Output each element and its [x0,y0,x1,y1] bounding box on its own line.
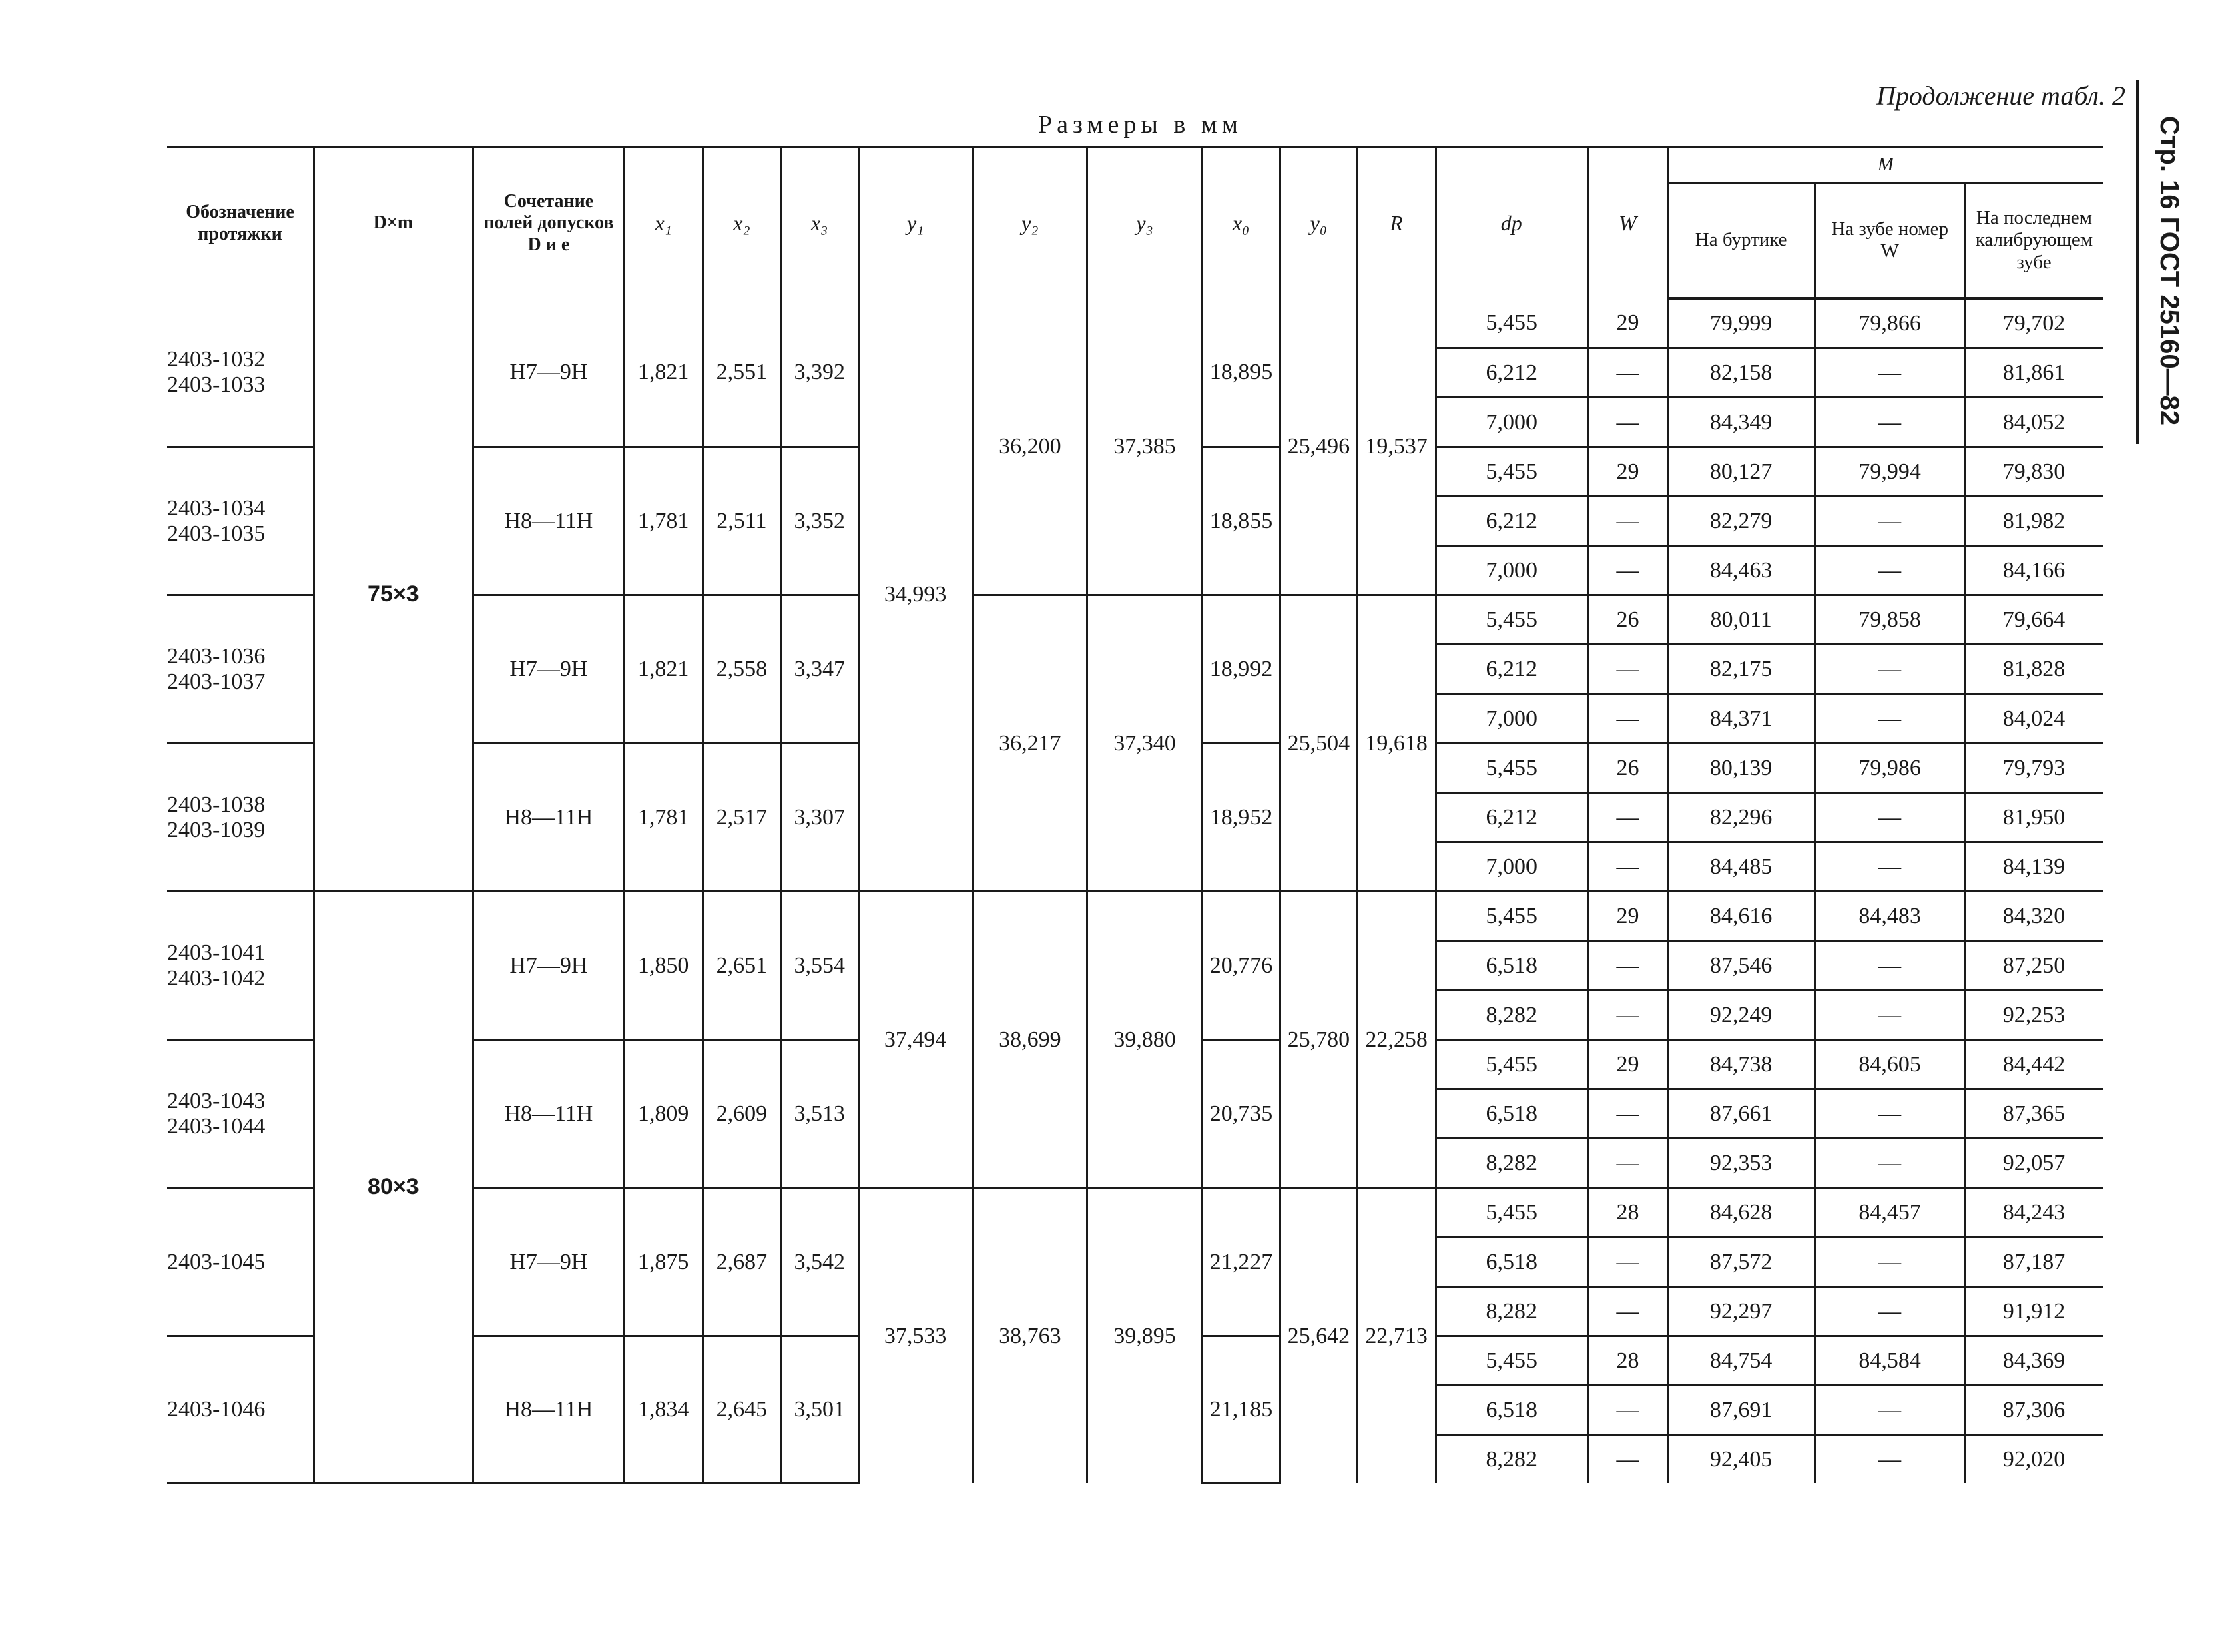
row-y1: 37,533 [858,1188,973,1484]
row-m-last: 91,912 [1964,1287,2103,1336]
row-dp: 5,455 [1436,1188,1588,1237]
header-dp: dp [1436,147,1588,298]
row-m-last: 84,369 [1964,1336,2103,1386]
row-m-collar: 84,616 [1667,892,1815,941]
row-y1: 37,494 [858,892,973,1188]
row-m-collar: 80,139 [1667,744,1815,793]
row-x3: 3,513 [780,1040,858,1188]
row-w: — [1588,1287,1668,1336]
side-label: Стр. 16 ГОСТ 25160—82 [2155,115,2185,425]
row-combo: H8—11H [473,447,625,595]
row-m-collar: 87,661 [1667,1089,1815,1139]
row-x2: 2,609 [703,1040,781,1188]
row-dp: 8,282 [1436,1435,1588,1484]
row-x2: 2,687 [703,1188,781,1336]
row-m-tooth: — [1815,398,1965,447]
row-x2: 2,645 [703,1336,781,1484]
row-dp: 5,455 [1436,595,1588,645]
row-w: 26 [1588,595,1668,645]
row-m-last: 84,139 [1964,842,2103,892]
row-y0: 25,780 [1280,892,1357,1188]
designation-code: 2403-1043 [167,1089,266,1114]
row-w: — [1588,1386,1668,1435]
header-y0: y₀ [1280,147,1357,298]
row-m-tooth: — [1815,1435,1965,1484]
row-m-tooth: 84,483 [1815,892,1965,941]
header-y2: y₂ [973,147,1087,298]
row-dp: 6,518 [1436,1386,1588,1435]
row-dp: 6,212 [1436,793,1588,842]
dimension-table [167,146,2103,1484]
row-x3: 3,501 [780,1336,858,1484]
row-combo: H8—11H [473,1336,625,1484]
row-m-tooth: — [1815,1287,1965,1336]
row-m-tooth: — [1815,546,1965,595]
row-m-last: 92,057 [1964,1139,2103,1188]
row-m-tooth: — [1815,1139,1965,1188]
row-w: 26 [1588,744,1668,793]
row-w: — [1588,694,1668,744]
header-y3: y₃ [1087,147,1202,298]
row-m-tooth: — [1815,694,1965,744]
row-y3: 37,340 [1087,595,1202,892]
row-r: 22,258 [1357,892,1436,1188]
header-x0: x₀ [1203,147,1280,298]
row-x0: 18,855 [1203,447,1280,595]
row-x0: 21,185 [1203,1336,1280,1484]
row-x0: 18,895 [1203,298,1280,447]
row-m-collar: 92,249 [1667,991,1815,1040]
row-w: — [1588,348,1668,398]
row-m-collar: 84,628 [1667,1188,1815,1237]
designation-code: 2403-1039 [167,817,266,842]
row-m-tooth: — [1815,793,1965,842]
row-r: 19,618 [1357,595,1436,892]
row-dp: 6,212 [1436,497,1588,546]
row-w: — [1588,398,1668,447]
row-dp: 5,455 [1436,1336,1588,1386]
row-m-tooth: 84,605 [1815,1040,1965,1089]
sizes-note: Размеры в мм [1038,111,1243,139]
row-m-last: 81,861 [1964,348,2103,398]
row-designation [167,1188,314,1336]
header-y1: y₁ [858,147,973,298]
row-dp: 6,518 [1436,1237,1588,1287]
row-m-collar: 84,463 [1667,546,1815,595]
row-m-tooth: 79,986 [1815,744,1965,793]
row-m-last: 81,982 [1964,497,2103,546]
row-m-collar: 87,572 [1667,1237,1815,1287]
row-m-collar: 80,011 [1667,595,1815,645]
row-x3: 3,347 [780,595,858,744]
row-dp: 5,455 [1436,447,1588,497]
header-w: W [1588,147,1668,298]
header-m-collar: На буртике [1667,183,1815,299]
designation-code: 2403-1038 [167,792,266,818]
row-y0: 25,496 [1280,298,1357,595]
row-w: — [1588,793,1668,842]
row-y2: 38,763 [973,1188,1087,1484]
row-dp: 7,000 [1436,398,1588,447]
row-m-collar: 92,353 [1667,1139,1815,1188]
designation-code: 2403-1046 [167,1397,266,1422]
designation-code: 2403-1032 [167,347,266,372]
header-designation: Обозначение протяжки [167,147,314,298]
row-x2: 2,511 [703,447,781,595]
row-dp: 6,212 [1436,348,1588,398]
row-m-tooth: 84,584 [1815,1336,1965,1386]
row-w: 28 [1588,1188,1668,1237]
row-dp: 5,455 [1436,1040,1588,1089]
row-m-collar: 82,175 [1667,645,1815,694]
row-w: — [1588,1237,1668,1287]
row-combo: H7—9H [473,595,625,744]
row-m-collar: 92,405 [1667,1435,1815,1484]
designation-code: 2403-1042 [167,965,266,991]
row-m-last: 84,024 [1964,694,2103,744]
row-w: — [1588,991,1668,1040]
side-rule [2136,80,2139,444]
row-x0: 18,952 [1203,744,1280,892]
row-x1: 1,821 [625,298,703,447]
row-m-tooth: 79,858 [1815,595,1965,645]
header-m-tooth: На зубе номер W [1815,183,1965,299]
row-m-collar: 80,127 [1667,447,1815,497]
row-y3: 37,385 [1087,298,1202,595]
row-w: — [1588,842,1668,892]
row-x0: 20,735 [1203,1040,1280,1188]
side-header [2146,80,2193,461]
row-x2: 2,558 [703,595,781,744]
row-x1: 1,850 [625,892,703,1040]
designation-code: 2403-1035 [167,521,266,546]
row-m-collar: 84,485 [1667,842,1815,892]
row-m-collar: 82,279 [1667,497,1815,546]
row-x1: 1,875 [625,1188,703,1336]
row-dp: 8,282 [1436,991,1588,1040]
row-dp: 8,282 [1436,1139,1588,1188]
row-y0: 25,642 [1280,1188,1357,1484]
row-x3: 3,307 [780,744,858,892]
row-m-last: 87,187 [1964,1237,2103,1287]
header-m: M [1667,147,2103,183]
designation-code: 2403-1037 [167,669,266,694]
row-designation [167,892,314,1040]
row-designation [167,595,314,744]
row-dp: 5,455 [1436,892,1588,941]
row-m-tooth: — [1815,1237,1965,1287]
row-w: 29 [1588,447,1668,497]
row-combo: H8—11H [473,1040,625,1188]
row-dp: 6,212 [1436,645,1588,694]
row-m-last: 79,793 [1964,744,2103,793]
row-w: — [1588,941,1668,991]
row-x3: 3,352 [780,447,858,595]
table-body [167,298,2103,1483]
row-r: 19,537 [1357,298,1436,595]
row-designation [167,447,314,595]
header-combo: Сочетание полей допусков D и e [473,147,625,298]
row-m-tooth: — [1815,348,1965,398]
row-designation [167,1040,314,1188]
row-m-collar: 87,691 [1667,1386,1815,1435]
row-w: — [1588,1089,1668,1139]
header-x1: x₁ [625,147,703,298]
row-designation [167,1336,314,1484]
row-dp: 7,000 [1436,694,1588,744]
row-w: — [1588,546,1668,595]
row-w: — [1588,1435,1668,1484]
row-m-tooth: — [1815,645,1965,694]
header-dxm: D×m [314,147,473,298]
row-m-last: 84,320 [1964,892,2103,941]
table-row [167,298,2103,348]
row-x1: 1,809 [625,1040,703,1188]
row-m-last: 79,664 [1964,595,2103,645]
row-m-collar: 84,754 [1667,1336,1815,1386]
row-y3: 39,880 [1087,892,1202,1188]
designation-code: 2403-1044 [167,1113,266,1139]
row-x2: 2,551 [703,298,781,447]
header-m-last: На последнем калибрующем зубе [1964,183,2103,299]
row-r: 22,713 [1357,1188,1436,1484]
row-m-last: 81,828 [1964,645,2103,694]
row-m-tooth: — [1815,497,1965,546]
row-w: 29 [1588,298,1668,348]
row-x1: 1,834 [625,1336,703,1484]
row-m-tooth: — [1815,842,1965,892]
row-m-last: 87,306 [1964,1386,2103,1435]
row-combo: H7—9H [473,892,625,1040]
row-m-collar: 82,296 [1667,793,1815,842]
row-x3: 3,554 [780,892,858,1040]
row-dxm: 75×3 [314,298,473,892]
designation-code: 2403-1045 [167,1249,266,1274]
row-y0: 25,504 [1280,595,1357,892]
row-m-tooth: — [1815,1089,1965,1139]
header-r: R [1357,147,1436,298]
row-m-tooth: — [1815,941,1965,991]
row-combo: H8—11H [473,744,625,892]
designation-code: 2403-1034 [167,496,266,521]
row-m-last: 84,442 [1964,1040,2103,1089]
row-m-tooth: 79,866 [1815,298,1965,348]
row-designation [167,298,314,447]
row-w: 29 [1588,1040,1668,1089]
row-w: — [1588,645,1668,694]
row-m-last: 84,052 [1964,398,2103,447]
row-x1: 1,821 [625,595,703,744]
row-y2: 38,699 [973,892,1087,1188]
row-dp: 7,000 [1436,842,1588,892]
row-x1: 1,781 [625,744,703,892]
row-x2: 2,517 [703,744,781,892]
row-designation [167,744,314,892]
row-dxm: 80×3 [314,892,473,1484]
row-x2: 2,651 [703,892,781,1040]
header-x2: x₂ [703,147,781,298]
row-combo: H7—9H [473,1188,625,1336]
designation-code: 2403-1033 [167,372,266,397]
row-m-collar: 82,158 [1667,348,1815,398]
row-y1: 34,993 [858,298,973,892]
row-dp: 5,455 [1436,298,1588,348]
row-y2: 36,217 [973,595,1087,892]
row-x0: 20,776 [1203,892,1280,1040]
row-w: — [1588,1139,1668,1188]
row-w: 29 [1588,892,1668,941]
row-m-tooth: 79,994 [1815,447,1965,497]
row-dp: 5,455 [1436,744,1588,793]
row-m-last: 81,950 [1964,793,2103,842]
row-dp: 6,518 [1436,941,1588,991]
continuation-caption: Продолжение табл. 2 [1876,81,2125,111]
row-m-collar: 87,546 [1667,941,1815,991]
row-w: 28 [1588,1336,1668,1386]
row-m-last: 79,830 [1964,447,2103,497]
row-m-tooth: 84,457 [1815,1188,1965,1237]
row-m-last: 92,020 [2002,1446,2066,1472]
row-dp: 8,282 [1436,1287,1588,1336]
row-m-last: 92,253 [1964,991,2103,1040]
row-m-tooth: — [1815,991,1965,1040]
row-m-collar: 84,349 [1667,398,1815,447]
row-dp: 7,000 [1436,546,1588,595]
header-x3: x₃ [780,147,858,298]
row-x0: 21,227 [1203,1188,1280,1336]
row-m-tooth: — [1815,1386,1965,1435]
row-dp: 6,518 [1436,1089,1588,1139]
row-x3: 3,542 [780,1188,858,1336]
designation-code: 2403-1041 [167,940,266,966]
row-m-last: 79,702 [1964,298,2103,348]
row-y2: 36,200 [973,298,1087,595]
table-row [167,892,2103,941]
row-m-collar: 84,371 [1667,694,1815,744]
row-m-collar: 79,999 [1667,298,1815,348]
row-m-last: 84,243 [1964,1188,2103,1237]
row-m-last: 87,365 [1964,1089,2103,1139]
row-x3: 3,392 [780,298,858,447]
row-x1: 1,781 [625,447,703,595]
row-m-last: 87,250 [1964,941,2103,991]
row-m-collar: 84,738 [1667,1040,1815,1089]
row-combo: H7—9H [473,298,625,447]
row-m-last: 84,166 [1964,546,2103,595]
row-x0: 18,992 [1203,595,1280,744]
designation-code: 2403-1036 [167,644,266,669]
row-m-collar: 92,297 [1667,1287,1815,1336]
row-w: — [1588,497,1668,546]
row-y3: 39,895 [1087,1188,1202,1484]
